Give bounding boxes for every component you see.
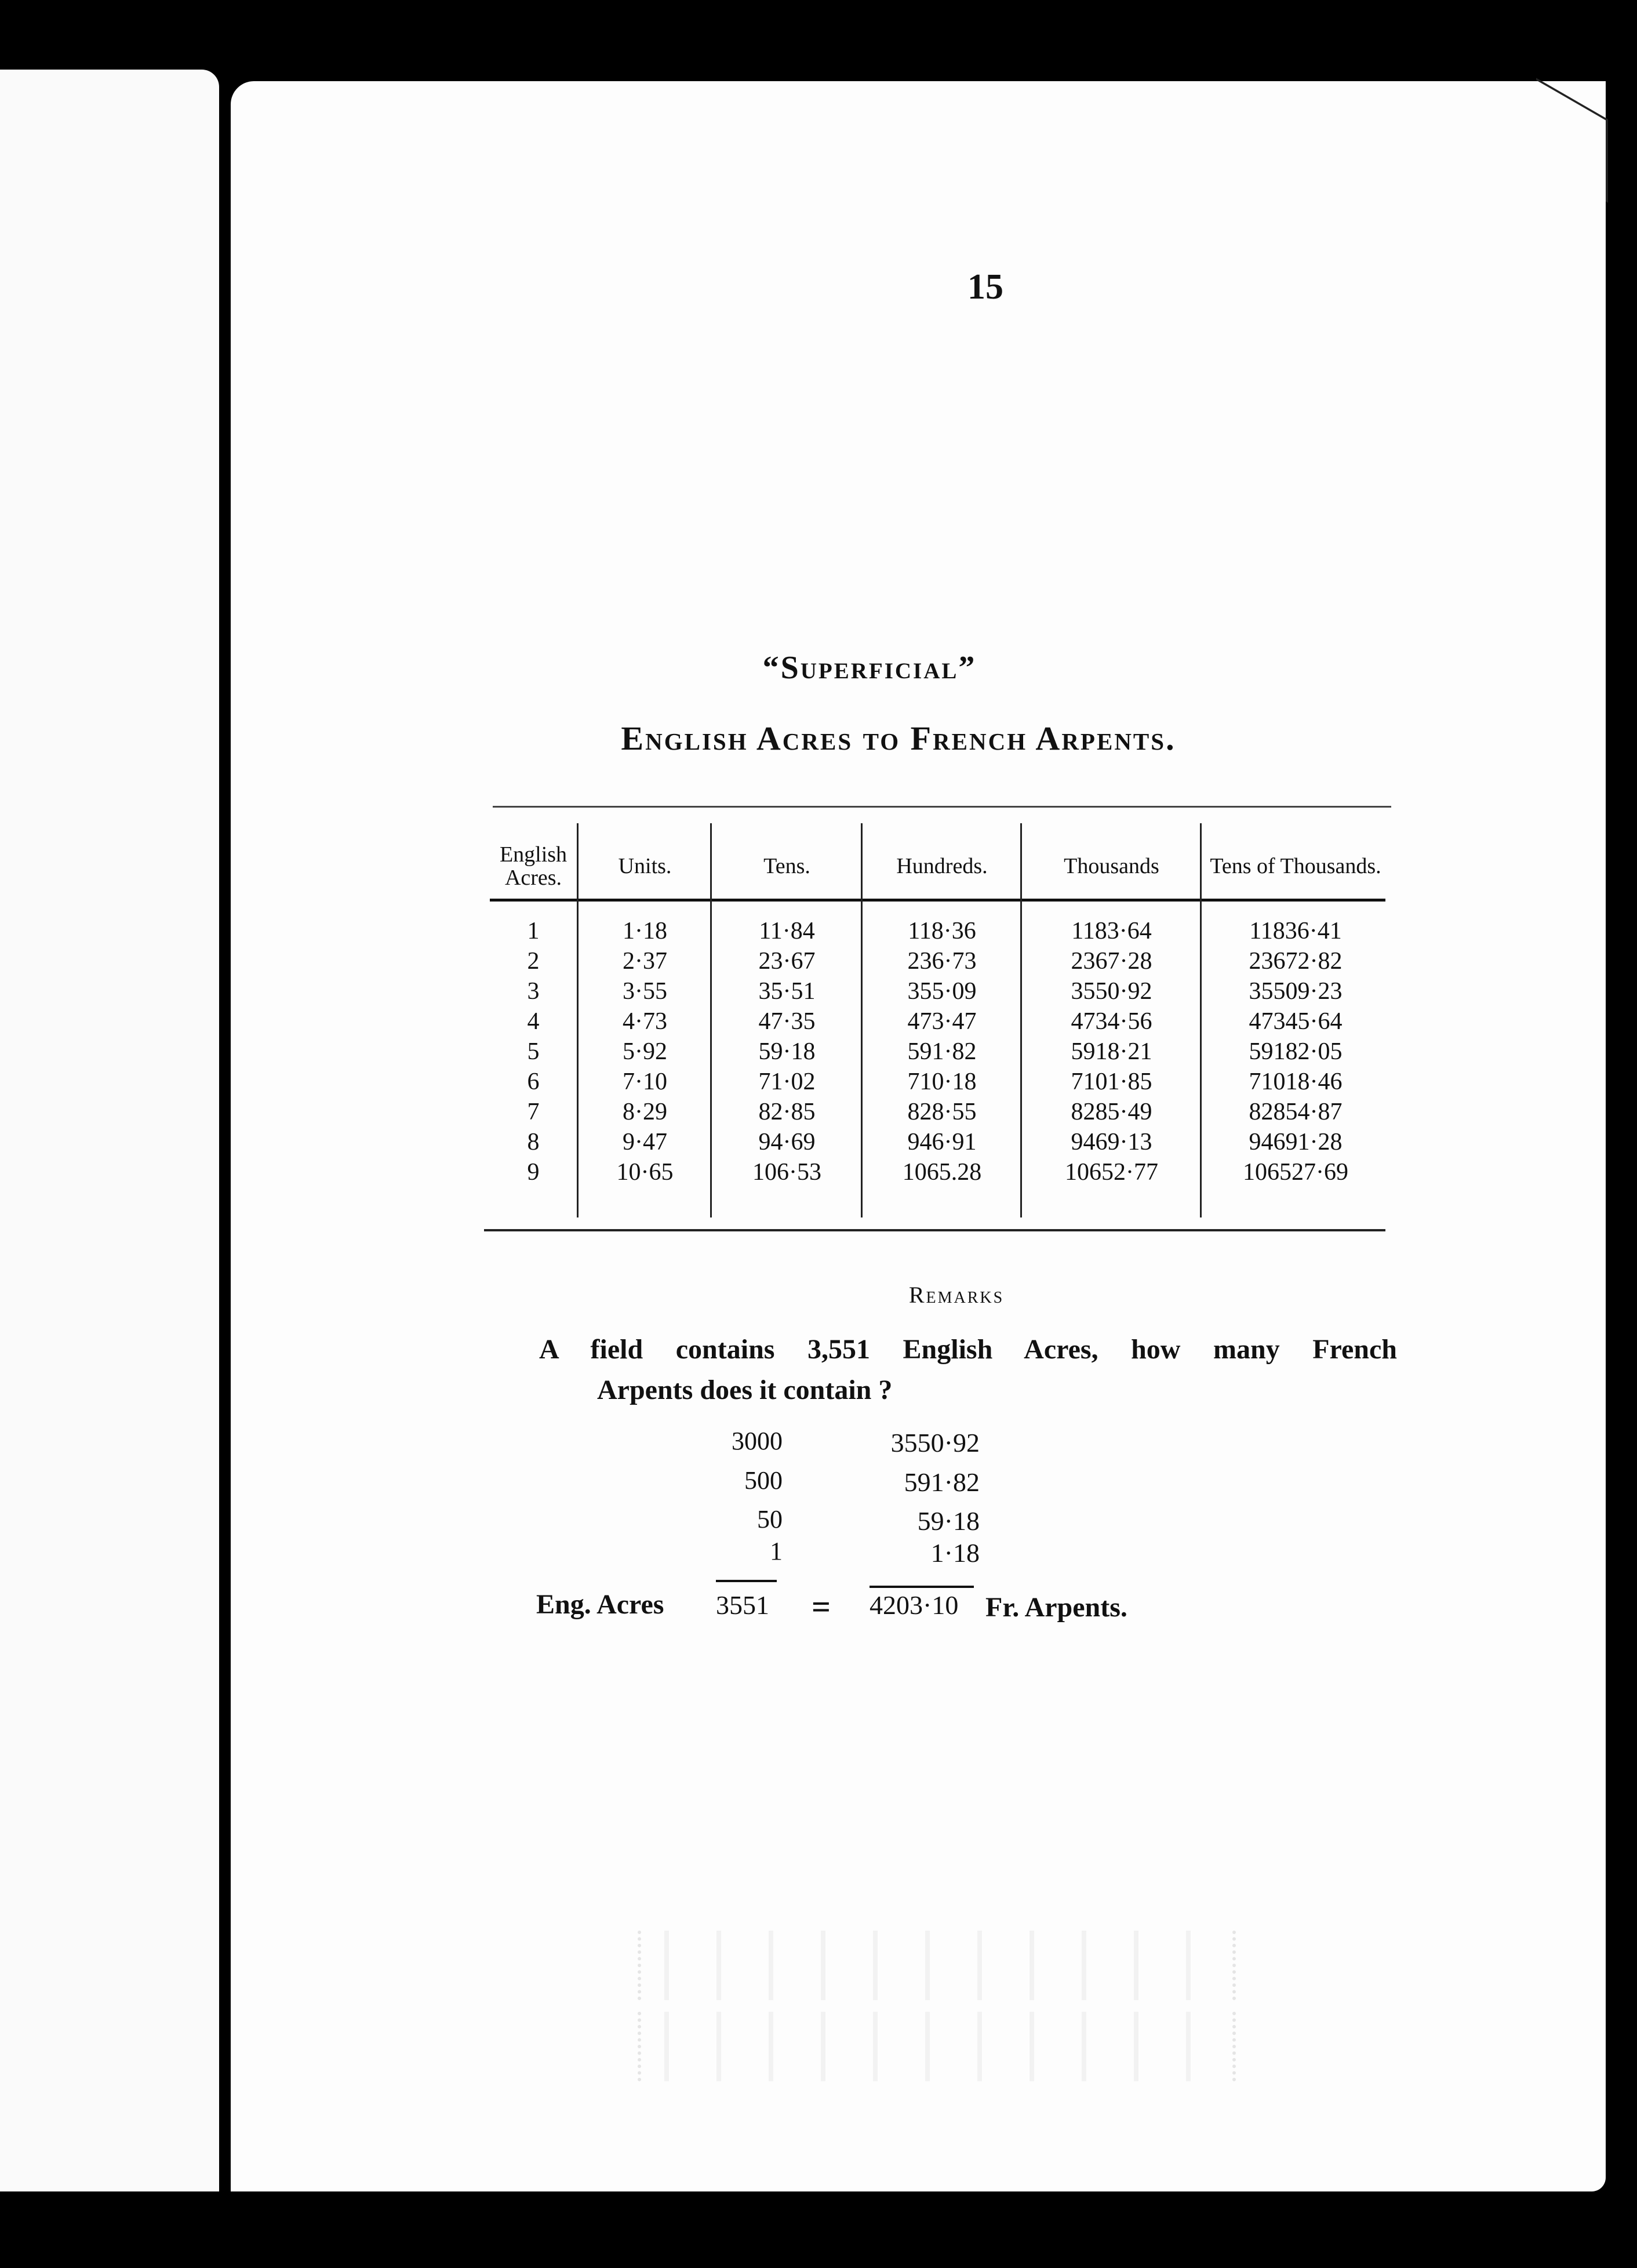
table-cell: 10·65: [616, 1159, 674, 1186]
column-thousands: [1023, 916, 1200, 1187]
column-divider: [1200, 823, 1202, 1217]
table-cell: 1·18: [623, 918, 667, 944]
table-cell: 59182·05: [1249, 1038, 1343, 1065]
table-cell: 6: [527, 1068, 540, 1095]
table-cell: 71018·46: [1249, 1068, 1343, 1095]
calc-arpents: 1·18: [930, 1538, 980, 1568]
header-tens: Tens.: [763, 854, 810, 879]
header-tens-of-thousands: Tens of Thousands.: [1210, 854, 1381, 879]
table-cell: 4734·56: [1071, 1008, 1152, 1035]
table-cell: 473·47: [907, 1008, 977, 1035]
table-cell: 9: [527, 1159, 540, 1186]
result-acres: 3551: [716, 1590, 769, 1620]
table-cell: 8285·49: [1071, 1099, 1152, 1125]
table-cell: 1183·64: [1071, 918, 1152, 944]
table-cell: 35509·23: [1249, 978, 1343, 1005]
table-cell: 7·10: [623, 1068, 667, 1095]
table-cell: 7: [527, 1099, 540, 1125]
table-cell: 35·51: [758, 978, 816, 1005]
header-english-acres: English Acres.: [499, 842, 568, 890]
table-cell: 236·73: [907, 948, 977, 975]
column-divider: [1020, 823, 1022, 1217]
page-subtitle: English Acres to French Arpents.: [621, 719, 1176, 757]
table-cell: 106527·69: [1243, 1159, 1348, 1186]
header-units: Units.: [618, 854, 672, 879]
page-title: “Superficial”: [762, 650, 977, 686]
table-cell: 82·85: [758, 1099, 816, 1125]
table-cell: 4·73: [623, 1008, 667, 1035]
table-cell: 23672·82: [1249, 948, 1343, 975]
remarks-question-line1: A field contains 3,551 English Acres, how many French: [539, 1334, 1397, 1365]
conversion-table: [481, 800, 1391, 1252]
table-cell: 3·55: [623, 978, 667, 1005]
table-cell: 828·55: [907, 1099, 977, 1125]
table-cell: 1: [527, 918, 540, 944]
table-cell: 10652·77: [1065, 1159, 1158, 1186]
column-units: [580, 916, 710, 1187]
library-stamp-watermark: [638, 1913, 1229, 2087]
table-cell: 2367·28: [1071, 948, 1152, 975]
calc-arpents: 59·18: [917, 1506, 980, 1536]
equals-sign: =: [812, 1588, 831, 1626]
stamp-line: [638, 2012, 1236, 2081]
table-cell: 5918·21: [1071, 1038, 1152, 1065]
table-cell: 7101·85: [1071, 1068, 1152, 1095]
table-cell: 11·84: [759, 918, 815, 944]
table-top-rule: [493, 806, 1391, 808]
table-cell: 9469·13: [1071, 1129, 1152, 1155]
result-unit: Fr. Arpents.: [985, 1592, 1127, 1623]
table-cell: 5: [527, 1038, 540, 1065]
calc-arpents: 591·82: [904, 1467, 980, 1497]
table-cell: 8·29: [623, 1099, 667, 1125]
calc-arpents: 3550·92: [890, 1428, 980, 1458]
table-cell: 47345·64: [1249, 1008, 1343, 1035]
calc-acres: 50: [757, 1505, 783, 1533]
table-cell: 9·47: [623, 1129, 667, 1155]
table-cell: 23·67: [758, 948, 816, 975]
calc-acres: 1: [770, 1537, 783, 1565]
table-cell: 8: [527, 1129, 540, 1155]
table-cell: 946·91: [907, 1129, 977, 1155]
sum-rule-arpents: [870, 1586, 974, 1588]
table-cell: 71·02: [758, 1068, 816, 1095]
table-header-rule: [490, 899, 1385, 902]
column-divider: [710, 823, 712, 1217]
calc-acres: 500: [744, 1466, 783, 1495]
table-cell: 3550·92: [1071, 978, 1152, 1005]
header-thousands: Thousands: [1064, 854, 1159, 879]
column-tens-of-thousands: [1203, 916, 1388, 1187]
table-cell: 4: [527, 1008, 540, 1035]
table-cell: 2·37: [623, 948, 667, 975]
table-cell: 82854·87: [1249, 1099, 1343, 1125]
column-divider: [577, 823, 579, 1217]
table-cell: 2: [527, 948, 540, 975]
table-cell: 3: [527, 978, 540, 1005]
table-cell: 59·18: [758, 1038, 816, 1065]
table-cell: 94691·28: [1249, 1129, 1343, 1155]
column-hundreds: [864, 916, 1020, 1187]
result-arpents: 4203·10: [870, 1590, 959, 1620]
table-cell: 11836·41: [1249, 918, 1342, 944]
column-acres: [490, 916, 577, 1187]
table-cell: 5·92: [623, 1038, 667, 1065]
stamp-line: [638, 1931, 1236, 2000]
remarks-heading: Remarks: [908, 1282, 1005, 1308]
table-cell: 47·35: [758, 1008, 816, 1035]
calc-acres: 3000: [732, 1427, 783, 1455]
result-label: Eng. Acres: [536, 1589, 664, 1620]
table-bottom-rule: [484, 1229, 1385, 1231]
column-tens: [713, 916, 861, 1187]
table-cell: 591·82: [907, 1038, 977, 1065]
table-cell: 355·09: [907, 978, 977, 1005]
table-cell: 106·53: [752, 1159, 821, 1186]
remarks-question-line2: Arpents does it contain ?: [597, 1375, 893, 1405]
sum-rule-acres: [716, 1580, 777, 1582]
facing-page: [0, 70, 219, 2191]
header-hundreds: Hundreds.: [896, 854, 988, 879]
table-cell: 94·69: [758, 1129, 816, 1155]
page-number: 15: [967, 267, 1003, 307]
column-divider: [861, 823, 863, 1217]
table-cell: 1065.28: [902, 1159, 982, 1186]
table-cell: 710·18: [907, 1068, 977, 1095]
table-cell: 118·36: [908, 918, 976, 944]
